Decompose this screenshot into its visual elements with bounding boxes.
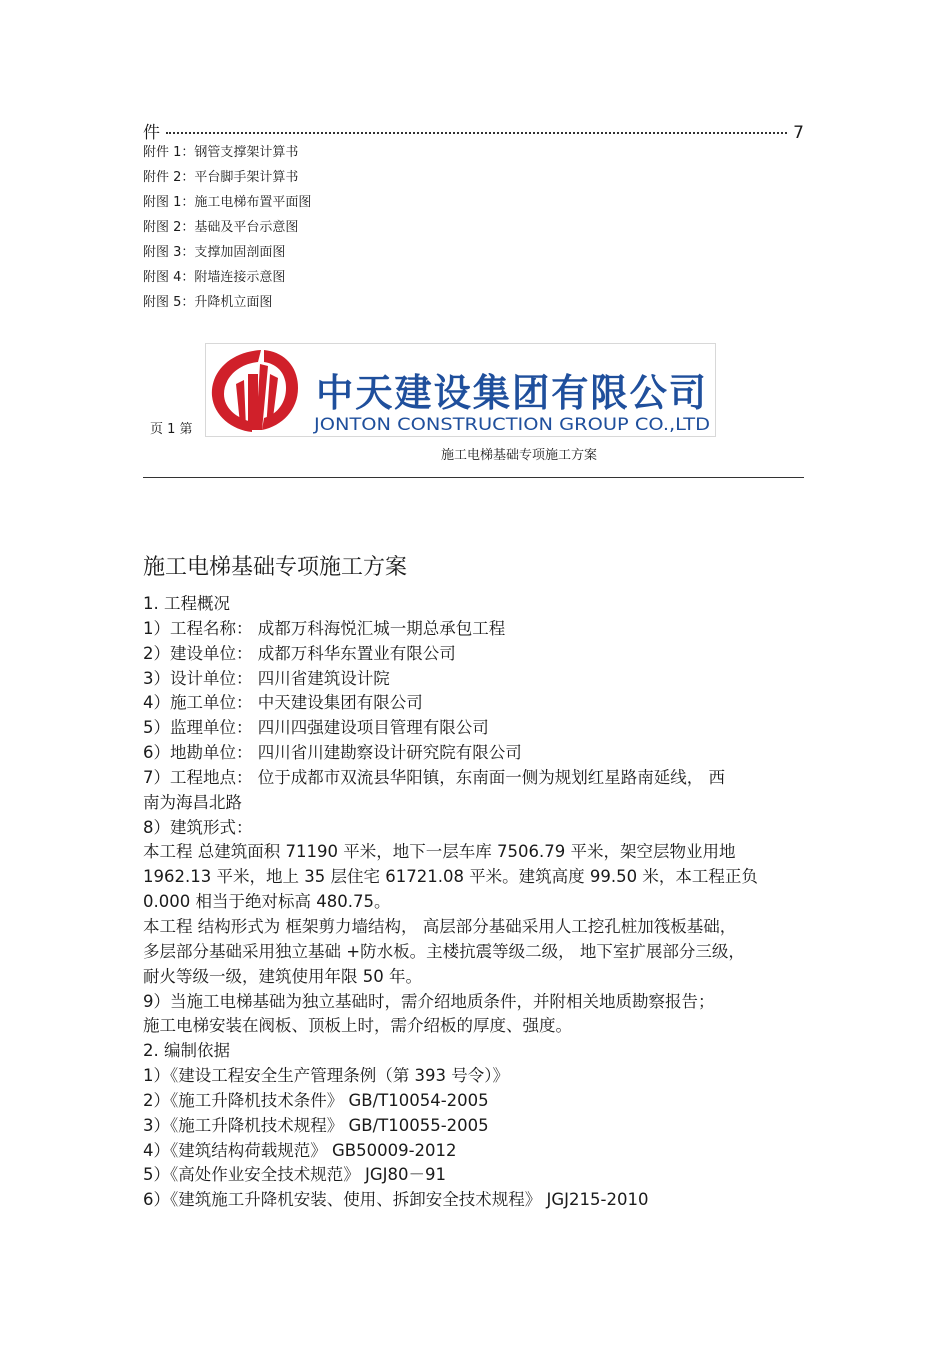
body-line: 施工电梯安装在阀板、顶板上时，需介绍板的厚度、强度。 xyxy=(143,1016,572,1036)
logo-emblem-icon xyxy=(212,350,298,432)
body-line: 5）《高处作业安全技术规范》 JGJ80－91 xyxy=(143,1165,447,1185)
page-number-label: 页 1 第 xyxy=(150,422,193,437)
body-line: 7）工程地点： 位于成都市双流县华阳镇，东南面一侧为规划红星路南延线， 西 xyxy=(143,767,725,787)
logo-chinese-name: 中天建设集团有限公司 xyxy=(316,371,708,415)
document-title: 施工电梯基础专项施工方案 xyxy=(143,555,408,580)
toc-item: 附图 5：升降机立面图 xyxy=(143,295,273,310)
body-line: 3）《施工升降机技术规程》 GB/T10055-2005 xyxy=(143,1115,489,1135)
logo-english-name: JONTON CONSTRUCTION GROUP CO.,LTD xyxy=(312,415,710,435)
body-line: 2）建设单位： 成都万科华东置业有限公司 xyxy=(143,643,456,663)
toc-item: 附图 4：附墙连接示意图 xyxy=(143,270,286,285)
body-line: 8）建筑形式： xyxy=(143,817,253,837)
body-line: 6）地勘单位： 四川省川建勘察设计研究院有限公司 xyxy=(143,743,522,763)
body-line: 0.000 相当于绝对标高 480.75。 xyxy=(143,892,391,912)
body-line: 耐火等级一级，建筑使用年限 50 年。 xyxy=(143,966,422,986)
body-line: 南为海昌北路 xyxy=(143,792,242,812)
body-line: 多层部分基础采用独立基础 +防水板。主楼抗震等级二级， 地下室扩展部分三级， xyxy=(143,941,745,961)
running-header-title: 施工电梯基础专项施工方案 xyxy=(441,448,598,463)
toc-item: 附图 1：施工电梯布置平面图 xyxy=(143,195,312,210)
body-line: 4）施工单位： 中天建设集团有限公司 xyxy=(143,693,423,713)
body-line: 本工程 结构形式为 框架剪力墙结构， 高层部分基础采用人工挖孔桩加筏板基础， xyxy=(143,916,737,936)
toc-entry xyxy=(143,118,804,143)
header-divider xyxy=(143,477,804,478)
body-line: 4）《建筑结构荷载规范》 GB50009-2012 xyxy=(143,1140,457,1160)
body-line: 2. 编制依据 xyxy=(143,1041,230,1061)
toc-item: 附件 2：平台脚手架计算书 xyxy=(143,170,299,185)
document-body xyxy=(143,592,808,1213)
toc-entry-label: 件 xyxy=(143,123,160,143)
body-line: 1）《建设工程安全生产管理条例（第 393 号令）》 xyxy=(143,1066,509,1086)
company-logo-graphic xyxy=(206,344,715,436)
body-line: 2）《施工升降机技术条件》 GB/T10054-2005 xyxy=(143,1090,489,1110)
body-line: 9）当施工电梯基础为独立基础时，需介绍地质条件，并附相关地质勘察报告； xyxy=(143,991,715,1011)
toc-dot-leader xyxy=(166,132,787,134)
body-line: 5）监理单位： 四川四强建设项目管理有限公司 xyxy=(143,718,489,738)
toc-entry-page: 7 xyxy=(793,123,804,143)
toc-appendix-list xyxy=(143,143,311,318)
body-line: 3）设计单位： 四川省建筑设计院 xyxy=(143,668,390,688)
body-line: 6）《建筑施工升降机安装、使用、拆卸安全技术规程》 JGJ215-2010 xyxy=(143,1190,649,1210)
toc-item: 附图 2：基础及平台示意图 xyxy=(143,220,299,235)
toc-item: 附件 1：钢管支撑架计算书 xyxy=(143,145,299,160)
company-logo xyxy=(205,343,716,437)
toc-item: 附图 3：支撑加固剖面图 xyxy=(143,245,286,260)
body-line: 1962.13 平米，地上 35 层住宅 61721.08 平米。建筑高度 99.50 米，本工程正负 xyxy=(143,867,758,887)
body-line: 本工程 总建筑面积 71190 平米，地下一层车库 7506.79 平米，架空层物业用地 xyxy=(143,842,736,862)
body-line: 1. 工程概况 xyxy=(143,594,230,613)
body-line: 1）工程名称： 成都万科海悦汇城一期总承包工程 xyxy=(143,618,506,638)
